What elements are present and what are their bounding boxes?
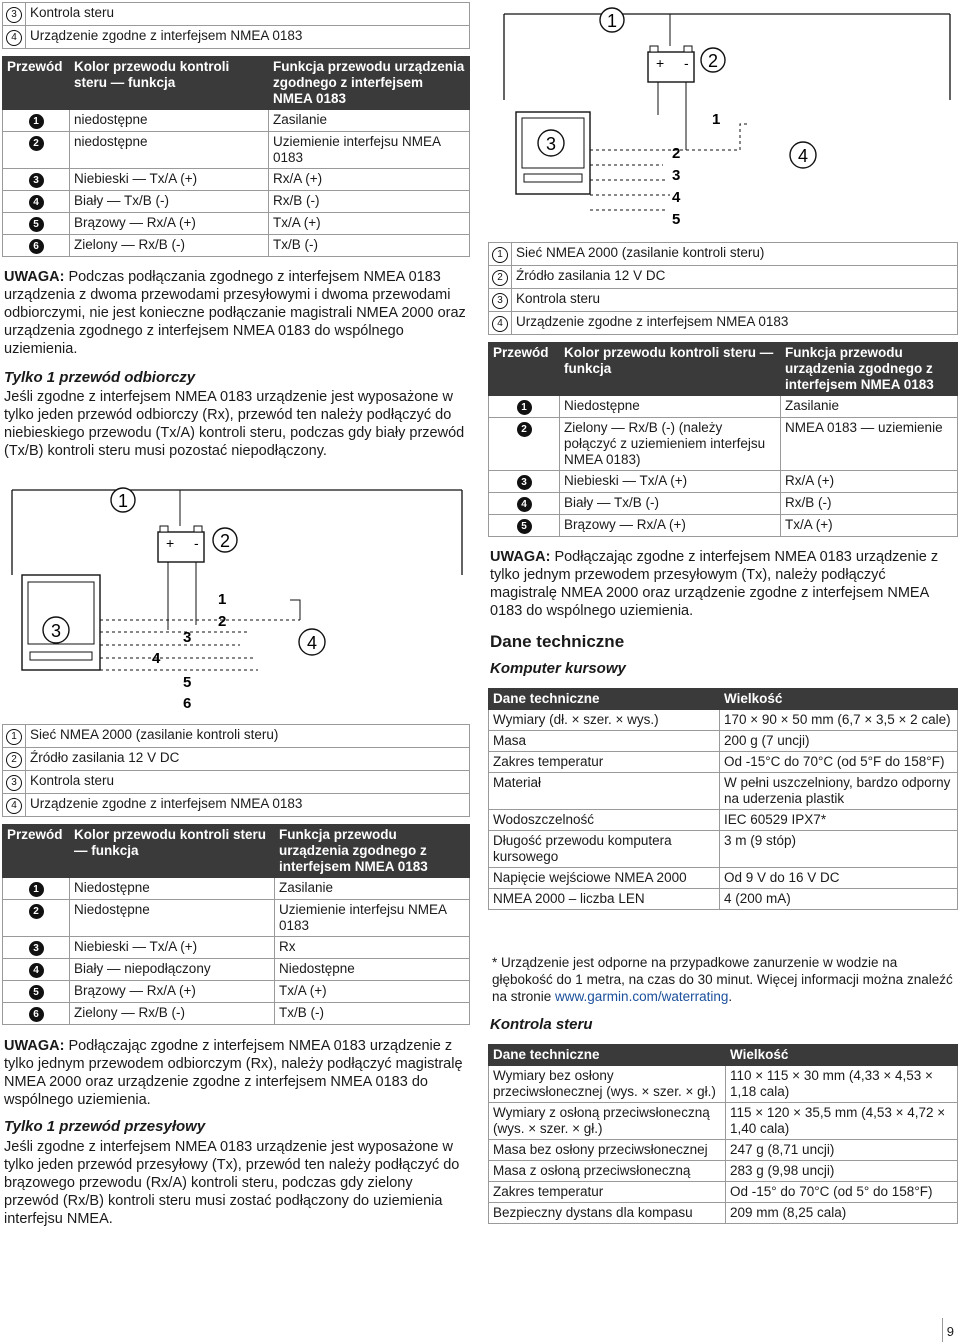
page-number: 9 bbox=[946, 1324, 954, 1339]
table-row bbox=[489, 1103, 958, 1140]
wire-color-cell: Zielony — Rx/B (-) bbox=[70, 1003, 275, 1025]
wire-number-cell bbox=[489, 493, 560, 515]
callout-number: 2 bbox=[6, 752, 22, 768]
spec-name-cell: Zakres temperatur bbox=[489, 752, 720, 773]
minus-sign: - bbox=[194, 535, 199, 551]
spec-name-cell: NMEA 2000 – liczba LEN bbox=[489, 889, 720, 910]
note-2 bbox=[4, 1037, 468, 1109]
table-header: Kolor przewodu kontroli steru — funkcja bbox=[70, 825, 275, 878]
table-header: Kolor przewodu kontroli steru — funkcja bbox=[560, 343, 781, 396]
callout-number: 2 bbox=[492, 270, 508, 286]
spec-value-cell: 170 × 90 × 50 mm (6,7 × 3,5 × 2 cale) bbox=[720, 710, 958, 731]
wire-label-3: 3 bbox=[672, 167, 681, 184]
legend-number-cell bbox=[489, 312, 512, 335]
wiring-table-2 bbox=[2, 824, 470, 1025]
legend-number-cell bbox=[489, 243, 512, 266]
legend-row bbox=[3, 725, 470, 748]
legend-text: Źródło zasilania 12 V DC bbox=[512, 266, 958, 289]
wire-function-cell: Tx/B (-) bbox=[275, 1003, 470, 1025]
wire-number: 4 bbox=[29, 963, 44, 978]
callout-3: 3 bbox=[50, 621, 62, 641]
callout-number: 1 bbox=[6, 729, 22, 745]
wire-label-4: 4 bbox=[672, 189, 681, 206]
wire-label-2: 2 bbox=[218, 613, 227, 630]
wire-color-cell: Biały — niepodłączony bbox=[70, 959, 275, 981]
wiring-table-1 bbox=[2, 56, 470, 257]
spec-value-cell: 4 (200 mA) bbox=[720, 889, 958, 910]
wire-number: 2 bbox=[29, 136, 44, 151]
table-row bbox=[489, 1203, 958, 1224]
spec-name-cell: Wodoszczelność bbox=[489, 810, 720, 831]
spec-value-cell: Od -15° do 70°C (od 5° do 158°F) bbox=[726, 1182, 958, 1203]
wire-number: 5 bbox=[517, 519, 532, 534]
spec-value-cell: Od 9 V do 16 V DC bbox=[720, 868, 958, 889]
wiring-table-3 bbox=[488, 342, 958, 537]
callout-number: 3 bbox=[6, 775, 22, 791]
callout-4: 4 bbox=[306, 633, 318, 653]
spec-name-cell: Wymiary z osłoną przeciwsłoneczną (wys. × szer. × gł.) bbox=[489, 1103, 726, 1140]
table-header: Funkcja przewodu urządzenia zgodnego z interfejsem NMEA 0183 bbox=[781, 343, 958, 396]
callout-2: 2 bbox=[219, 531, 231, 551]
wire-number: 2 bbox=[517, 422, 532, 437]
wire-number: 1 bbox=[517, 400, 532, 415]
legend-number-cell bbox=[3, 725, 26, 748]
table-row bbox=[3, 132, 470, 169]
table-row bbox=[3, 937, 470, 959]
table-header: Przewód bbox=[3, 825, 70, 878]
wire-color-cell: Zielony — Rx/B (-) bbox=[70, 235, 269, 257]
callout-number: 4 bbox=[6, 30, 22, 46]
wire-number: 2 bbox=[29, 904, 44, 919]
table-header-row bbox=[489, 689, 958, 710]
spec-value-cell: 110 × 115 × 30 mm (4,33 × 4,53 × 1,18 cala) bbox=[726, 1066, 958, 1103]
wire-function-cell: Tx/A (+) bbox=[269, 213, 470, 235]
wire-number-cell bbox=[489, 418, 560, 471]
wire-number-cell bbox=[489, 515, 560, 537]
note-label: UWAGA: bbox=[4, 269, 65, 285]
spec-value-cell: 247 g (8,71 uncji) bbox=[726, 1140, 958, 1161]
legend-number-cell bbox=[3, 794, 26, 817]
wire-number-cell bbox=[3, 878, 70, 900]
wire-color-cell: niedostępne bbox=[70, 132, 269, 169]
spec-name-cell: Napięcie wejściowe NMEA 2000 bbox=[489, 868, 720, 889]
wire-label-5: 5 bbox=[672, 211, 681, 228]
note-text: Podłączając zgodne z interfejsem NMEA 0183 urządzenie z tylko jednym przewodem przesyłowym (Tx), należy podłączyć magistralę NMEA 2000 oraz urządzenie zgodne z interfejsem NMEA 0183 do wspólnego uziemienia. bbox=[490, 549, 939, 619]
wire-color-cell: Niebieski — Tx/A (+) bbox=[70, 937, 275, 959]
legend-row bbox=[489, 243, 958, 266]
legend-table-top bbox=[2, 2, 470, 49]
table-row bbox=[489, 1066, 958, 1103]
wire-number-cell bbox=[3, 169, 70, 191]
wire-label-1: 1 bbox=[712, 111, 721, 128]
wire-function-cell: Uziemienie interfejsu NMEA 0183 bbox=[269, 132, 470, 169]
note-text: Podłączając zgodne z interfejsem NMEA 0183 urządzenie z tylko jednym przewodem odbiorczym (Rx), należy podłączyć magistralę NMEA 2000 oraz urządzenie zgodne z interfejsem NMEA 0183 do wspólnego uziemienia. bbox=[4, 1038, 463, 1108]
table-row bbox=[489, 471, 958, 493]
wire-number: 5 bbox=[29, 985, 44, 1000]
legend-text: Sieć NMEA 2000 (zasilanie kontroli steru) bbox=[26, 725, 470, 748]
callout-number: 4 bbox=[492, 316, 508, 332]
callout-4: 4 bbox=[797, 146, 809, 166]
wiring-diagram-right bbox=[488, 0, 960, 238]
legend-row bbox=[3, 26, 470, 49]
wire-label-6: 6 bbox=[183, 695, 192, 712]
wire-label-5: 5 bbox=[183, 674, 192, 691]
table-row bbox=[489, 1182, 958, 1203]
footnote-text: * Urządzenie jest odporne na przypadkowe zanurzenie w wodzie na głębokość do 1 metra, na czas do 30 minut. Więcej informacji można znaleźć na stronie bbox=[492, 955, 953, 1004]
wire-color-cell: Niedostępne bbox=[70, 878, 275, 900]
table-header: Dane techniczne bbox=[489, 1045, 726, 1066]
note-label: UWAGA: bbox=[490, 549, 551, 565]
callout-1: 1 bbox=[117, 491, 129, 511]
specs-table-helm bbox=[488, 1044, 958, 1224]
wire-function-cell: Rx bbox=[275, 937, 470, 959]
legend-row bbox=[489, 289, 958, 312]
spec-name-cell: Zakres temperatur bbox=[489, 1182, 726, 1203]
legend-text: Kontrola steru bbox=[26, 3, 470, 26]
table-header: Funkcja przewodu urządzenia zgodnego z interfejsem NMEA 0183 bbox=[269, 57, 470, 110]
plus-sign: + bbox=[656, 55, 665, 71]
wire-label-3: 3 bbox=[183, 629, 192, 646]
table-row bbox=[489, 418, 958, 471]
legend-row bbox=[3, 748, 470, 771]
footnote-end: . bbox=[728, 989, 733, 1004]
specs-table-computer bbox=[488, 688, 958, 910]
wire-number-cell bbox=[3, 213, 70, 235]
table-row bbox=[489, 515, 958, 537]
table-row bbox=[3, 878, 470, 900]
table-row bbox=[3, 900, 470, 937]
legend-row bbox=[489, 266, 958, 289]
spec-value-cell: 3 m (9 stóp) bbox=[720, 831, 958, 868]
legend-number-cell bbox=[3, 771, 26, 794]
wire-function-cell: Rx/A (+) bbox=[781, 471, 958, 493]
wire-function-cell: Zasilanie bbox=[781, 396, 958, 418]
wire-color-cell: Zielony — Rx/B (-) (należy połączyć z uziemieniem interfejsu NMEA 0183) bbox=[560, 418, 781, 471]
wire-function-cell: Tx/B (-) bbox=[269, 235, 470, 257]
wire-number-cell bbox=[3, 110, 70, 132]
section-title-rx-only: Tylko 1 przewód odbiorczy bbox=[4, 369, 196, 386]
table-row bbox=[3, 1003, 470, 1025]
spec-value-cell: 115 × 120 × 35,5 mm (4,53 × 4,72 × 1,40 cala) bbox=[726, 1103, 958, 1140]
spec-name-cell: Masa bbox=[489, 731, 720, 752]
callout-number: 3 bbox=[6, 7, 22, 23]
table-header: Kolor przewodu kontroli steru — funkcja bbox=[70, 57, 269, 110]
wire-color-cell: niedostępne bbox=[70, 110, 269, 132]
spec-name-cell: Długość przewodu komputera kursowego bbox=[489, 831, 720, 868]
table-row bbox=[489, 710, 958, 731]
table-header: Przewód bbox=[3, 57, 70, 110]
spec-value-cell: 200 g (7 uncji) bbox=[720, 731, 958, 752]
legend-number-cell bbox=[3, 748, 26, 771]
legend-text: Urządzenie zgodne z interfejsem NMEA 0183 bbox=[512, 312, 958, 335]
table-header-row bbox=[3, 825, 470, 878]
wire-color-cell: Niebieski — Tx/A (+) bbox=[70, 169, 269, 191]
wire-number-cell bbox=[3, 235, 70, 257]
subheading-course-computer: Komputer kursowy bbox=[490, 660, 626, 677]
wire-label-1: 1 bbox=[218, 591, 227, 608]
note-label: UWAGA: bbox=[4, 1038, 65, 1054]
wire-number-cell bbox=[3, 900, 70, 937]
wire-number-cell bbox=[3, 937, 70, 959]
table-header: Wielkość bbox=[726, 1045, 958, 1066]
wire-number: 3 bbox=[29, 941, 44, 956]
spec-name-cell: Materiał bbox=[489, 773, 720, 810]
legend-text: Kontrola steru bbox=[512, 289, 958, 312]
wire-number-cell bbox=[3, 191, 70, 213]
wire-function-cell: Uziemienie interfejsu NMEA 0183 bbox=[275, 900, 470, 937]
legend-table-right bbox=[488, 242, 958, 335]
wire-color-cell: Brązowy — Rx/A (+) bbox=[560, 515, 781, 537]
legend-text: Źródło zasilania 12 V DC bbox=[26, 748, 470, 771]
table-row bbox=[489, 493, 958, 515]
wire-color-cell: Biały — Tx/B (-) bbox=[560, 493, 781, 515]
table-header-row bbox=[3, 57, 470, 110]
spec-value-cell: 209 mm (8,25 cala) bbox=[726, 1203, 958, 1224]
spec-name-cell: Masa z osłoną przeciwsłoneczną bbox=[489, 1161, 726, 1182]
wire-color-cell: Brązowy — Rx/A (+) bbox=[70, 213, 269, 235]
table-row bbox=[489, 810, 958, 831]
wire-number-cell bbox=[3, 981, 70, 1003]
table-row bbox=[3, 110, 470, 132]
legend-text: Sieć NMEA 2000 (zasilanie kontroli steru) bbox=[512, 243, 958, 266]
wire-number-cell bbox=[3, 1003, 70, 1025]
spec-name-cell: Wymiary bez osłony przeciwsłonecznej (wys. × szer. × gł.) bbox=[489, 1066, 726, 1103]
waterrating-link[interactable]: www.garmin.com/waterrating bbox=[555, 989, 729, 1004]
legend-text: Kontrola steru bbox=[26, 771, 470, 794]
note-3 bbox=[490, 548, 956, 620]
wire-function-cell: Niedostępne bbox=[275, 959, 470, 981]
note-text: Podczas podłączania zgodnego z interfejsem NMEA 0183 urządzenia z dwoma przewodami przesyłowymi i dwoma przewodami odbiorczymi, nie jest konieczne podłączanie magistrali NMEA 2000 oraz urządzenia zgodnego z interfejsem NMEA 0183 do wspólnego uziemienia. bbox=[4, 269, 466, 357]
table-row bbox=[489, 396, 958, 418]
specs-heading: Dane techniczne bbox=[490, 632, 625, 651]
legend-row bbox=[3, 794, 470, 817]
table-row bbox=[3, 169, 470, 191]
callout-number: 3 bbox=[492, 293, 508, 309]
wire-color-cell: Brązowy — Rx/A (+) bbox=[70, 981, 275, 1003]
table-row bbox=[3, 213, 470, 235]
wire-number-cell bbox=[489, 471, 560, 493]
wire-number-cell bbox=[3, 132, 70, 169]
spec-value-cell: IEC 60529 IPX7* bbox=[720, 810, 958, 831]
callout-3: 3 bbox=[545, 134, 557, 154]
wire-function-cell: Zasilanie bbox=[275, 878, 470, 900]
wire-label-2: 2 bbox=[672, 145, 681, 162]
spec-name-cell: Bezpieczny dystans dla kompasu bbox=[489, 1203, 726, 1224]
callout-number: 1 bbox=[492, 247, 508, 263]
legend-number-cell bbox=[489, 289, 512, 312]
wire-function-cell: Tx/A (+) bbox=[781, 515, 958, 537]
subheading-helm-control: Kontrola steru bbox=[490, 1016, 593, 1033]
note-1 bbox=[4, 268, 468, 358]
wire-number: 5 bbox=[29, 217, 44, 232]
wiring-diagram-left bbox=[0, 480, 472, 720]
wire-function-cell: Rx/B (-) bbox=[781, 493, 958, 515]
wire-number: 1 bbox=[29, 882, 44, 897]
table-row bbox=[3, 235, 470, 257]
legend-text: Urządzenie zgodne z interfejsem NMEA 0183 bbox=[26, 26, 470, 49]
table-header-row bbox=[489, 343, 958, 396]
wire-function-cell: Tx/A (+) bbox=[275, 981, 470, 1003]
table-row bbox=[489, 773, 958, 810]
spec-name-cell: Wymiary (dł. × szer. × wys.) bbox=[489, 710, 720, 731]
wire-number-cell bbox=[3, 959, 70, 981]
wire-number: 1 bbox=[29, 114, 44, 129]
page-corner-line bbox=[942, 1318, 943, 1342]
wire-number: 4 bbox=[29, 195, 44, 210]
wire-number: 3 bbox=[517, 475, 532, 490]
wire-color-cell: Niedostępne bbox=[560, 396, 781, 418]
table-row bbox=[489, 1161, 958, 1182]
wire-function-cell: Rx/A (+) bbox=[269, 169, 470, 191]
table-row bbox=[489, 868, 958, 889]
wire-color-cell: Biały — Tx/B (-) bbox=[70, 191, 269, 213]
wire-function-cell: NMEA 0183 — uziemienie bbox=[781, 418, 958, 471]
wire-function-cell: Rx/B (-) bbox=[269, 191, 470, 213]
legend-row bbox=[3, 771, 470, 794]
table-row bbox=[3, 981, 470, 1003]
legend-row bbox=[489, 312, 958, 335]
table-row bbox=[489, 1140, 958, 1161]
wire-number: 6 bbox=[29, 239, 44, 254]
legend-table-left bbox=[2, 724, 470, 817]
specs-footnote bbox=[492, 954, 954, 1005]
table-row bbox=[489, 731, 958, 752]
section-text-tx-only: Jeśli zgodne z interfejsem NMEA 0183 urządzenie jest wyposażone w tylko jeden przewód przesyłowy (Tx), przewód ten należy podłączyć do brązowego przewodu (Rx/A) kontroli steru, podczas gdy zielony przewód (Rx/B) kontroli steru musi zostać podłączony do uziemienia interfejsu NMEA. bbox=[4, 1139, 460, 1227]
table-row bbox=[489, 889, 958, 910]
wire-number: 4 bbox=[517, 497, 532, 512]
table-row bbox=[3, 191, 470, 213]
section-title-tx-only: Tylko 1 przewód przesyłowy bbox=[4, 1118, 206, 1135]
wire-number-cell bbox=[489, 396, 560, 418]
wire-color-cell: Niebieski — Tx/A (+) bbox=[560, 471, 781, 493]
table-row bbox=[3, 959, 470, 981]
table-row bbox=[489, 831, 958, 868]
minus-sign: - bbox=[684, 55, 689, 71]
table-row bbox=[489, 752, 958, 773]
wire-function-cell: Zasilanie bbox=[269, 110, 470, 132]
spec-name-cell: Masa bez osłony przeciwsłonecznej bbox=[489, 1140, 726, 1161]
table-header: Wielkość bbox=[720, 689, 958, 710]
section-text-rx-only: Jeśli zgodne z interfejsem NMEA 0183 urządzenie jest wyposażone w tylko jeden przewód odbiorczy (Rx), przewód ten należy podłączyć do niebieskiego przewodu (Tx/A) kontroli steru, podczas gdy biały przewód (Tx/B) kontroli steru musi pozostać niepodłączony. bbox=[4, 389, 465, 459]
spec-value-cell: Od -15°C do 70°C (od 5°F do 158°F) bbox=[720, 752, 958, 773]
callout-1: 1 bbox=[606, 11, 618, 31]
wire-color-cell: Niedostępne bbox=[70, 900, 275, 937]
table-header-row bbox=[489, 1045, 958, 1066]
wire-number: 3 bbox=[29, 173, 44, 188]
spec-value-cell: 283 g (9,98 uncji) bbox=[726, 1161, 958, 1182]
legend-row bbox=[3, 3, 470, 26]
spec-value-cell: W pełni uszczelniony, bardzo odporny na uderzenia plastik bbox=[720, 773, 958, 810]
callout-2: 2 bbox=[707, 51, 719, 71]
plus-sign: + bbox=[166, 535, 175, 551]
table-header: Funkcja przewodu urządzenia zgodnego z interfejsem NMEA 0183 bbox=[275, 825, 470, 878]
callout-number: 4 bbox=[6, 798, 22, 814]
wire-number: 6 bbox=[29, 1007, 44, 1022]
wire-label-4: 4 bbox=[152, 650, 161, 667]
legend-text: Urządzenie zgodne z interfejsem NMEA 0183 bbox=[26, 794, 470, 817]
table-header: Przewód bbox=[489, 343, 560, 396]
table-header: Dane techniczne bbox=[489, 689, 720, 710]
legend-number-cell bbox=[489, 266, 512, 289]
